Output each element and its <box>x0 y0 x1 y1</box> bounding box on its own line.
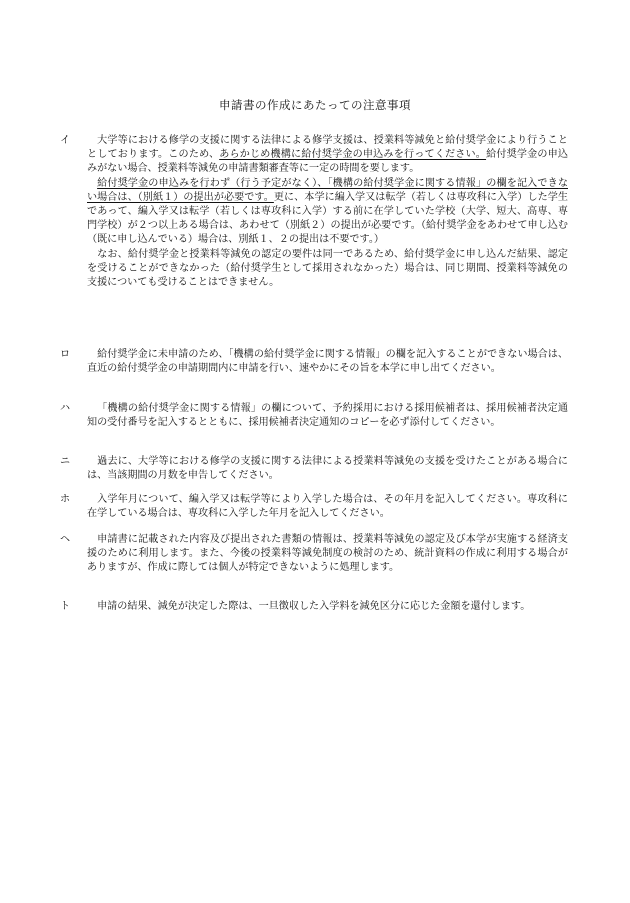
paragraph: なお、給付奨学金と授業料等減免の認定の要件は同一であるため、給付奨学金に申し込んだ結果、認定を受けることができなかった（給付奨学生として採用されなかった）場合は、同じ期間、授業料等減免の支援についても受けることはできません。 <box>87 248 568 289</box>
note-item-ho <box>60 493 568 521</box>
text-span: 給付奨学金の申込みがない場合、授業料等減免の申請書類審査等に一定の時間を要します。 <box>87 149 568 175</box>
item-marker: イ <box>60 135 71 146</box>
paragraph: 申請書に記載された内容及び提出された書類の情報は、授業料等減免の認定及び本学が実施する経済支援のために利用します。また、今後の授業料等減免制度の検討のため、統計資料の作成に利用する場合がありますが、作成に際しては個人が特定できないように処理します。 <box>87 534 568 574</box>
item-marker: ロ <box>60 349 71 360</box>
paragraph: 給付奨学金に未申請のため、「機構の給付奨学金に関する情報」の欄を記入することができない場合は、直近の給付奨学金の申請期間内に申請を行い、速やかにその旨を本学に申し出てください。 <box>87 349 568 375</box>
paragraph: 申請の結果、減免が決定した際は、一旦徴収した入学料を減免区分に応じた金額を還付します。 <box>97 601 531 612</box>
item-body <box>87 134 568 290</box>
note-item-i <box>60 134 568 290</box>
paragraph: 入学年月について、編入学又は転学等により入学した場合は、その年月を記入してください。専攻科に在学している場合は、専攻科に入学した年月を記入してください。 <box>87 494 568 520</box>
item-marker: ホ <box>60 494 71 505</box>
note-item-ro <box>60 348 568 376</box>
text-span: 更に、本学に編入学又は転学（若しくは専攻科に入学）した学生であって、編入学又は転学（若しくは専攻科に入学）する前に在学していた学校（大学、短大、高専、専門学校）が２つ以上ある場合は、あわせて（別紙２）の提出が必要です。（給付奨学金をあわせて申し込む（既に申し込んでいる）場合は、別紙１、２の提出は不要です。） <box>87 191 568 246</box>
paragraph <box>87 134 568 177</box>
note-item-he <box>60 533 568 576</box>
paragraph: 「機構の給付奨学金に関する情報」の欄について、予約採用における採用候補者は、採用候補者決定通知の受付番号を記入するとともに、採用候補者決定通知のコピーを必ず添付してください。 <box>87 403 568 429</box>
underlined-text: あらかじめ機構に給付奨学金の申込みを行ってください。 <box>219 149 487 161</box>
page-title: 申請書の作成にあたっての注意事項 <box>219 98 411 112</box>
item-marker: ト <box>60 601 71 612</box>
item-marker: ヘ <box>60 534 71 545</box>
note-item-to <box>60 600 568 614</box>
item-marker: ニ <box>60 456 71 467</box>
paragraph: 過去に、大学等における修学の支援に関する法律による授業料等減免の支援を受けたことがある場合には、当該期間の月数を申告してください。 <box>87 456 568 482</box>
note-item-ha <box>60 402 568 430</box>
underlined-text: 給付奨学金の申込みを行わず（行う予定がなく）、「機構の給付奨学金に関する情報」の欄を記入できない場合は、（別紙１）の提出が必要です。 <box>87 177 568 203</box>
item-marker: ハ <box>60 403 71 414</box>
text-span: 大学等における修学の支援に関する法律による修学支援は、授業料等減免と給付奨学金により行うこととしております。このため、 <box>87 135 568 161</box>
note-item-ni <box>60 455 568 483</box>
paragraph <box>87 177 568 248</box>
